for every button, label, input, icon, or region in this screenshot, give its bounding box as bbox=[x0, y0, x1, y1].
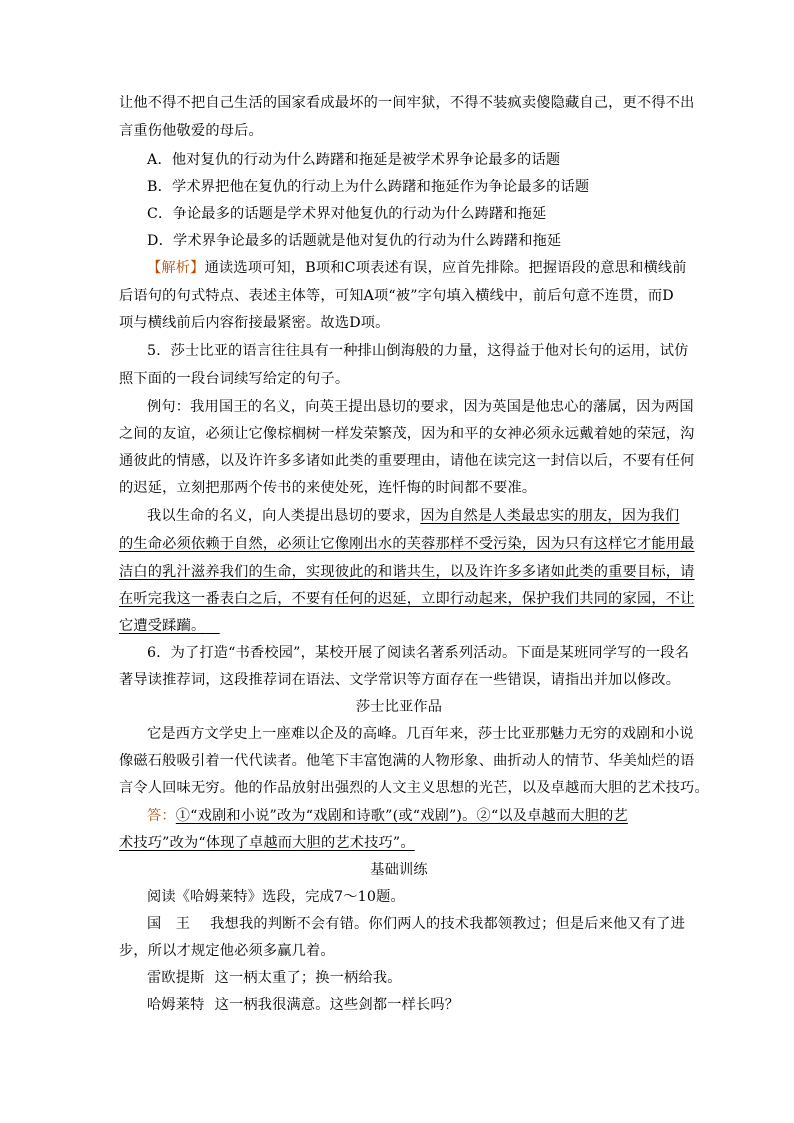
answer-prefix: 我以生命的名义，向人类提出恳切的要求， bbox=[147, 508, 421, 524]
section-title: 基础训练 bbox=[370, 862, 428, 878]
option-a: A．他对复仇的行动为什么踌躇和拖延是被学术界争论最多的话题 bbox=[147, 152, 561, 168]
answer-text: 它遭受蹂躏。 bbox=[119, 618, 206, 634]
answer-tag: 答： bbox=[147, 808, 176, 824]
passage-line: 它是西方文学史上一座难以企及的高峰。几百年来，莎士比亚那魅力无穷的戏剧和小说 bbox=[147, 726, 694, 742]
answer-text: ①“戏剧和小说”改为“戏剧和诗歌”(或“戏剧”)。②“以及卓越而大胆的艺 bbox=[175, 808, 628, 824]
option-b: B．学术界把他在复仇的行动上为什么踌躇和拖延作为争论最多的话题 bbox=[147, 179, 590, 195]
option-d: D．学术界争论最多的话题就是他对复仇的行动为什么踌躇和拖延 bbox=[147, 233, 562, 249]
answer-text: 术技巧”改为“体现了卓越而大胆的艺术技巧”。 bbox=[119, 835, 415, 851]
analysis-tag: 【解析】 bbox=[147, 260, 205, 276]
passage-line: 言令人回味无穷。他的作品放射出强烈的人文主义思想的光芒，以及卓越而大胆的艺术技巧。 bbox=[119, 780, 709, 796]
example-line: 例句：我用国王的名义，向英王提出恳切的要求，因为英国是他忠心的藩属，因为两国 bbox=[147, 399, 694, 415]
answer-text: 因为自然是人类最忠实的朋友，因为我们 bbox=[420, 508, 680, 524]
speaker-name: 雷欧提斯 bbox=[147, 970, 205, 986]
intro-line: 阅读《哈姆莱特》选段，完成7～10题。 bbox=[147, 889, 405, 905]
answer-line bbox=[147, 806, 679, 826]
dialogue-line bbox=[147, 968, 679, 988]
speaker-name: 国 王 bbox=[147, 916, 191, 932]
dialogue-line bbox=[147, 995, 679, 1015]
dialogue-line: 步，所以才规定他必须多赢几着。 bbox=[119, 943, 335, 959]
example-line: 之间的友谊，必须让它像棕榈树一样发荣繁茂，因为和平的女神必须永远戴着她的荣冠，沟 bbox=[119, 426, 695, 442]
answer-line bbox=[119, 833, 679, 853]
speaker-name: 哈姆莱特 bbox=[147, 997, 205, 1013]
answer-line: 的生命必须依赖于自然，必须让它像刚出水的芙蓉那样不受污染，因为只有这样它才能用最 bbox=[119, 536, 695, 552]
answer-line: 在听完我这一番表白之后，不要有任何的迟延，立即行动起来，保护我们共同的家园，不让 bbox=[119, 591, 695, 607]
analysis-text: 通读选项可知，B项和C项表述有误，应首先排除。把握语段的意思和横线前 bbox=[204, 260, 687, 276]
speech-text: 我想我的判断不会有错。你们两人的技术我都领教过；但是后来他又有了进 bbox=[210, 916, 685, 932]
question-6: 6．为了打造“书香校园”，某校开展了阅读名著系列活动。下面是某班同学写的一段名 bbox=[147, 645, 690, 661]
question-6-line: 著导读推荐词，这段推荐词在语法、文学常识等方面存在一些错误，请指出并加以修改。 bbox=[119, 672, 681, 688]
analysis-line bbox=[147, 258, 687, 278]
answer-line bbox=[119, 616, 679, 636]
analysis-line: 项与横线前后内容衔接最紧密。故选D项。 bbox=[119, 315, 390, 331]
example-line: 的迟延，立刻把那两个传书的来使处死，连忏悔的时间都不要准。 bbox=[119, 480, 537, 496]
section-title: 莎士比亚作品 bbox=[355, 699, 443, 715]
dialogue-line bbox=[147, 914, 685, 934]
text-line: 让他不得不把自己生活的国家看成最坏的一间牢狱，不得不装疯卖傻隐藏自己，更不得不出 bbox=[119, 95, 695, 111]
option-c: C．争论最多的话题是学术界对他复仇的行动为什么踌躇和拖延 bbox=[147, 206, 547, 222]
question-5: 5．莎士比亚的语言往往具有一种排山倒海般的力量，这得益于他对长句的运用，试仿 bbox=[147, 343, 689, 359]
speech-text: 这一柄太重了；换一柄给我。 bbox=[214, 970, 402, 986]
example-line: 通彼此的情感，以及许许多多诸如此类的重要理由，请他在读完这一封信以后，不要有任何 bbox=[119, 453, 695, 469]
speech-text: 这一柄我很满意。这些剑都一样长吗？ bbox=[214, 997, 460, 1013]
question-5-line: 照下面的一段台词续写给定的句子。 bbox=[119, 371, 350, 387]
passage-line: 像磁石般吸引着一代代读者。他笔下丰富饱满的人物形象、曲折动人的情节、华美灿烂的语 bbox=[119, 753, 695, 769]
text-line: 言重伤他敬爱的母后。 bbox=[119, 123, 263, 139]
answer-line: 洁白的乳汁滋养我们的生命，实现彼此的和谐共生，以及许许多多诸如此类的重要目标，请 bbox=[119, 564, 695, 580]
answer-line bbox=[147, 506, 679, 526]
analysis-line: 后语句的句式特点、表述主体等，可知A项“被”字句填入横线中，前后句意不连贯，而D bbox=[119, 288, 674, 304]
